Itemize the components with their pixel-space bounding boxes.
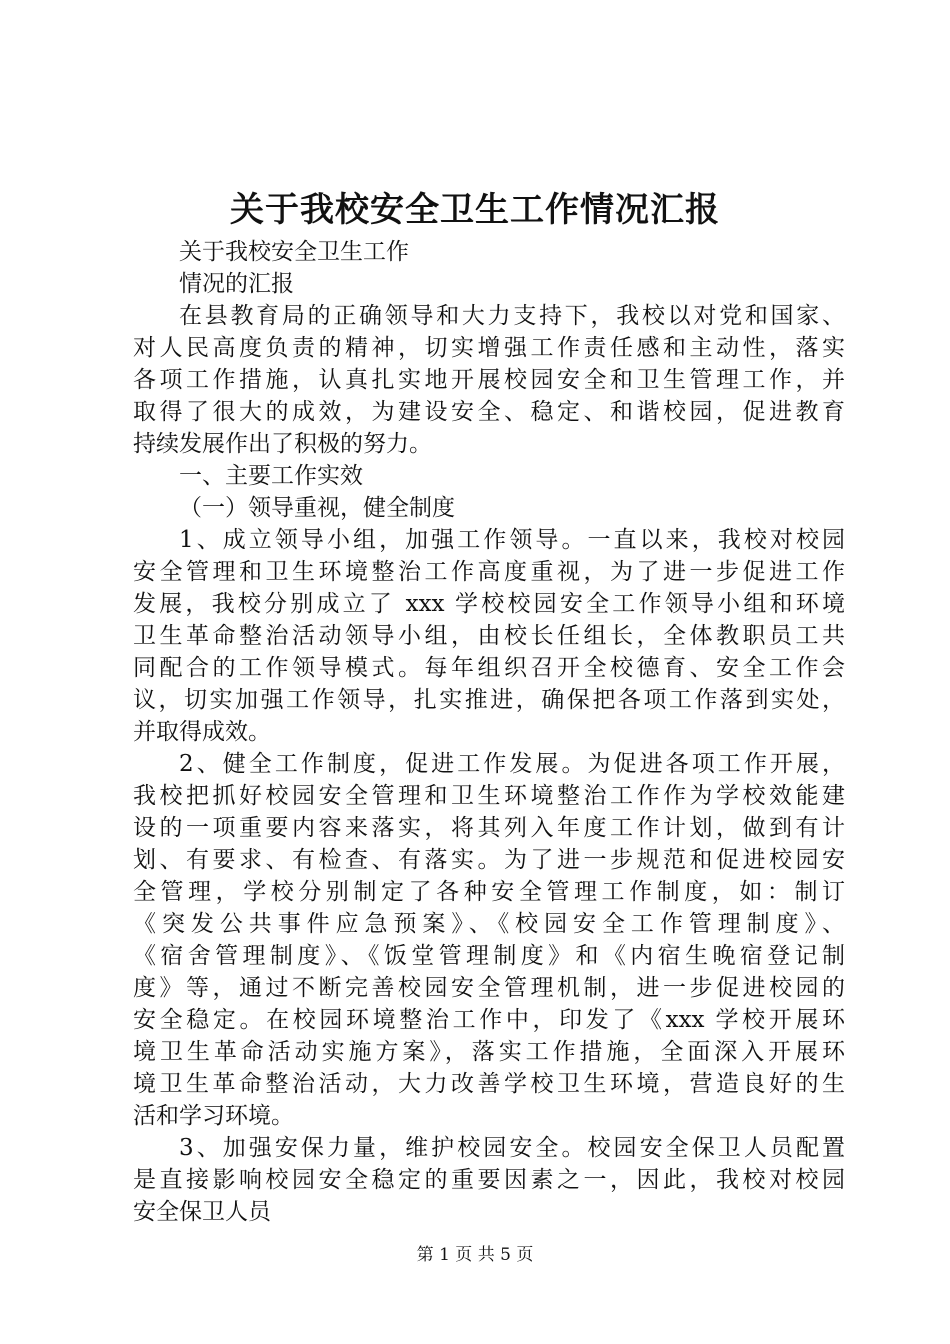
text-line: 在县教育局的正确领导和大力支持下，我校以对党和国家、 [179,303,845,329]
document-title: 关于我校安全卫生工作情况汇报 [230,190,720,230]
text-line: 设的一项重要内容来落实，将其列入年度工作计划，做到有计 [133,815,845,841]
text-line: 是直接影响校园安全稳定的重要因素之一，因此，我校对校园 [133,1167,845,1193]
text-line: 各项工作措施，认真扎实地开展校园安全和卫生管理工作，并 [133,367,845,393]
text-line: 境卫生革命整治活动，大力改善学校卫生环境，营造良好的生 [133,1071,845,1097]
text-line: 度》等，通过不断完善校园安全管理机制，进一步促进校园的 [133,975,845,1001]
text-line: 《突发公共事件应急预案》、《校园安全工作管理制度》、 [133,911,845,937]
page-footer: 第 1 页 共 5 页 [416,1245,534,1265]
document-body [133,236,845,1228]
text-line: 我校把抓好校园安全管理和卫生环境整治工作作为学校效能建 [133,783,845,809]
text-line: 境卫生革命活动实施方案》，落实工作措施，全面深入开展环 [133,1039,845,1065]
text-line: 一、主要工作实效 [179,463,363,489]
text-line: 发展，我校分别成立了 xxx 学校校园安全工作领导小组和环境 [133,591,845,617]
text-line: 安全保卫人员 [133,1199,271,1225]
text-line: 2、健全工作制度，促进工作发展。为促进各项工作开展， [179,751,845,777]
text-line: 3、加强安保力量，维护校园安全。校园安全保卫人员配置 [179,1135,845,1161]
text-line: 关于我校安全卫生工作 [179,239,409,265]
text-line: 卫生革命整治活动领导小组，由校长任组长，全体教职员工共 [133,623,845,649]
text-line: 活和学习环境。 [133,1103,294,1129]
text-line: 情况的汇报 [179,271,294,297]
text-line: 安全管理和卫生环境整治工作高度重视，为了进一步促进工作 [133,559,845,585]
text-line: 安全稳定。在校园环境整治工作中，印发了《xxx 学校开展环 [133,1007,845,1033]
text-line: 并取得成效。 [133,719,271,745]
text-line: 议，切实加强工作领导，扎实推进，确保把各项工作落到实处， [133,687,845,713]
text-line: 对人民高度负责的精神，切实增强工作责任感和主动性，落实 [133,335,845,361]
text-line: 划、有要求、有检查、有落实。为了进一步规范和促进校园安 [133,847,845,873]
text-line: 《宿舍管理制度》、《饭堂管理制度》和《内宿生晚宿登记制 [133,943,845,969]
text-line: 持续发展作出了积极的努力。 [133,431,432,457]
text-line: 取得了很大的成效，为建设安全、稳定、和谐校园，促进教育 [133,399,845,425]
text-line: 同配合的工作领导模式。每年组织召开全校德育、安全工作会 [133,655,845,681]
text-line: （一）领导重视，健全制度 [179,495,455,521]
text-line: 全管理，学校分别制定了各种安全管理工作制度，如：制订 [133,879,845,905]
text-line: 1、成立领导小组，加强工作领导。一直以来，我校对校园 [179,527,845,553]
